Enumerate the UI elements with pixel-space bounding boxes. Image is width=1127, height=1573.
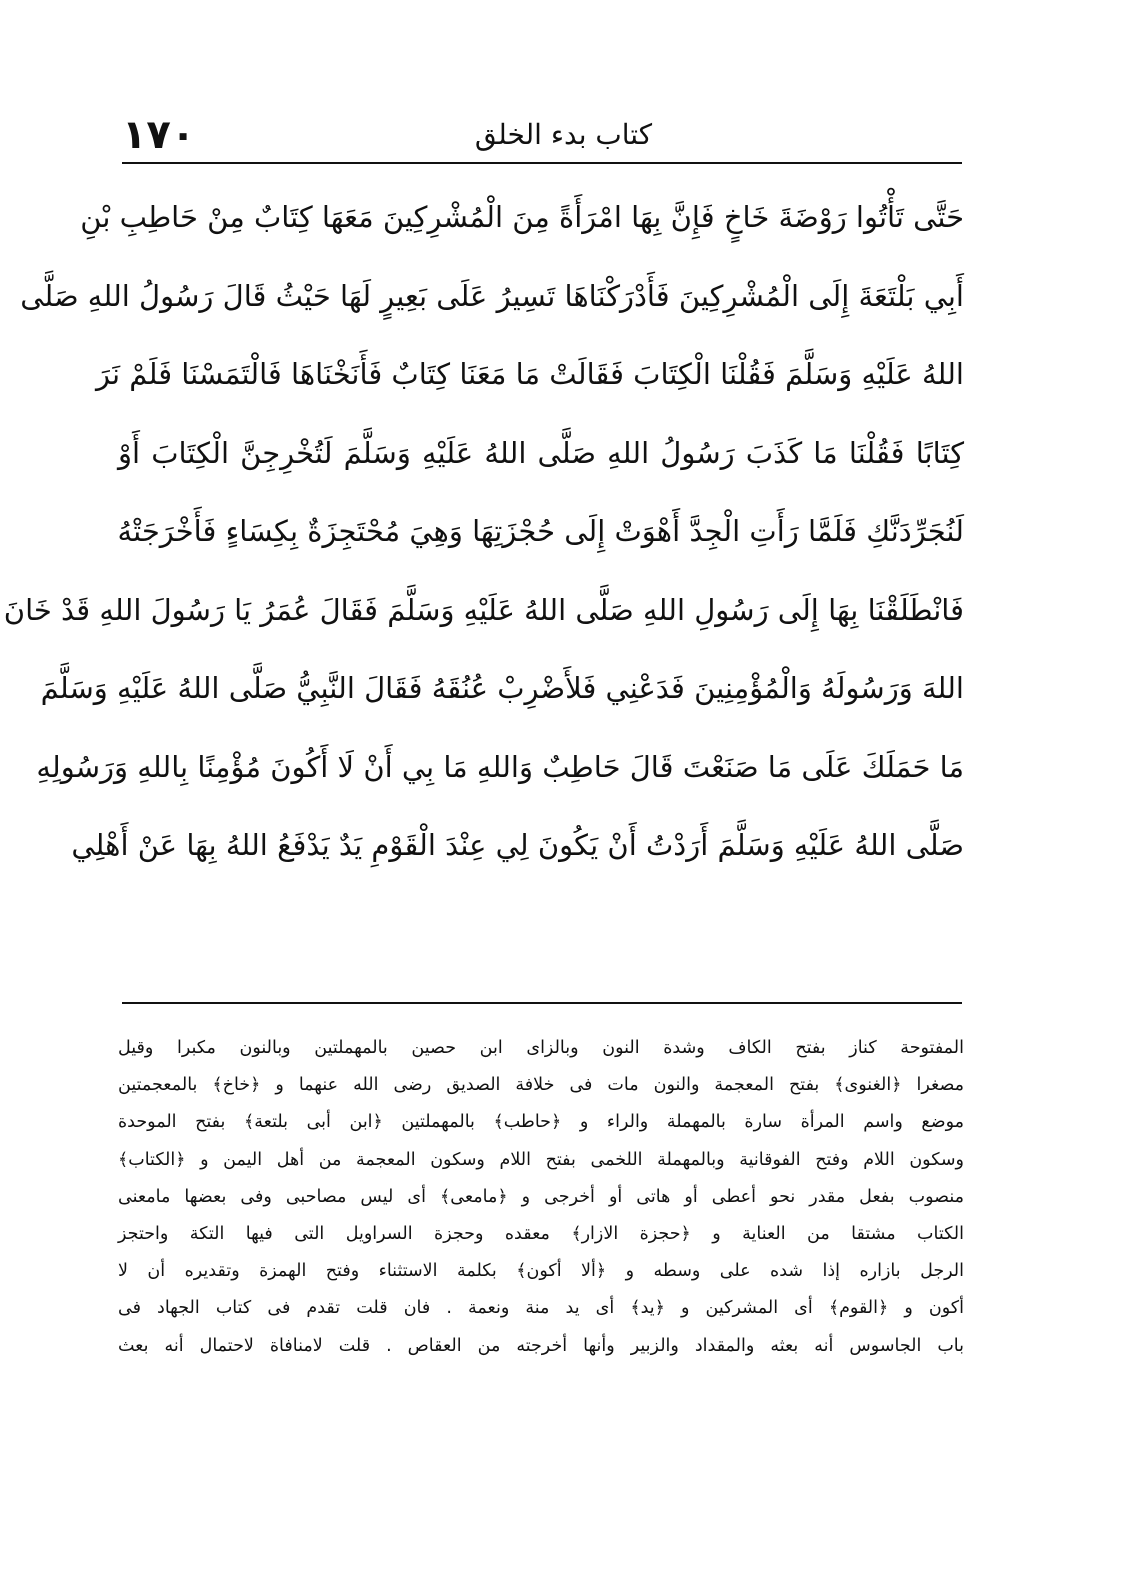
page-number: ١٧٠ [122, 112, 196, 158]
note-line: مصغرا ﴿الغنوى﴾ بفتح المعجمة والنون مات فى خلافة الصديق رضى الله عنهما و ﴿خاخ﴾ بالمعجمتين [118, 1075, 964, 1096]
note-line: وسكون اللام وفتح الفوقانية وبالمهملة اللخمى بفتح اللام وسكون المعجمة من أهل اليمن و ﴿الكتاب﴾ [118, 1149, 964, 1170]
main-text-line: لَنُجَرِّدَنَّكِ فَلَمَّا رَأَتِ الْجِدَّ أَهْوَتْ إِلَى حُجْزَتِهَا وَهِيَ مُحْتَجِزَةٌ بِكِسَاءٍ فَأَخْرَجَتْهُ [117, 514, 964, 548]
running-title: كتاب بدء الخلق [474, 118, 653, 151]
note-line: الرجل بازاره إذا شده على وسطه و ﴿ألا أكون﴾ بكلمة الاستثناء وفتح الهمزة وتقديره أن لا [118, 1261, 964, 1282]
note-line: موضع واسم المرأة سارة بالمهملة والراء و ﴿حاطب﴾ بالمهملتين ﴿ابن أبى بلتعة﴾ بفتح الموحدة [118, 1112, 964, 1133]
commentary-notes [118, 1030, 964, 1365]
main-text-line: صَلَّى اللهُ عَلَيْهِ وَسَلَّمَ أَرَدْتُ أَنْ يَكُونَ لِي عِنْدَ الْقَوْمِ يَدٌ يَدْفَعُ اللهُ بِهَا عَنْ أَهْلِي [71, 828, 964, 862]
note-line: باب الجاسوس أنه بعثه والمقداد والزبير وأنها أخرجته من العقاص . قلت لامنافاة لاحتمال أنه بعث [118, 1335, 964, 1356]
note-line: أكون و ﴿القوم﴾ أى المشركين و ﴿يد﴾ أى يد منة ونعمة . فان قلت تقدم فى كتاب الجهاد فى [118, 1298, 964, 1319]
note-line: الكتاب مشتقا من العناية و ﴿حجزة الازار﴾ معقده وحجزة السراويل التى فيها التكة واحتجز [118, 1223, 964, 1244]
header-rule [122, 162, 962, 164]
main-text-line: حَتَّى تَأْتُوا رَوْضَةَ خَاخٍ فَإِنَّ بِهَا امْرَأَةً مِنَ الْمُشْرِكِينَ مَعَهَا كِتَابٌ مِنْ حَاطِبِ بْنِ [80, 200, 964, 234]
main-text-line: مَا حَمَلَكَ عَلَى مَا صَنَعْتَ قَالَ حَاطِبٌ وَاللهِ مَا بِي أَنْ لَا أَكُونَ مُؤْمِنًا بِاللهِ وَرَسُولِهِ [36, 749, 964, 784]
main-text-line: اللهُ عَلَيْهِ وَسَلَّمَ فَقُلْنَا الْكِتَابَ فَقَالَتْ مَا مَعَنَا كِتَابٌ فَأَنَخْنَاهَا فَالْتَمَسْنَا فَلَمْ نَرَ [96, 357, 964, 391]
note-line: المفتوحة كناز بفتح الكاف وشدة النون وبالزاى ابن حصين بالمهملتين وبالنون مكبرا وقيل [118, 1038, 964, 1058]
note-line: منصوب بفعل مقدر نحو أعطى أو هاتى أو أخرجى و ﴿مامعى﴾ أى ليس مصاحبى وفى بعضها مامعنى [118, 1186, 964, 1207]
main-text-line: كِتَابًا فَقُلْنَا مَا كَذَبَ رَسُولُ اللهِ صَلَّى اللهُ عَلَيْهِ وَسَلَّمَ لَتُخْرِجِنَّ الْكِتَابَ أَوْ [118, 435, 964, 470]
main-text-line: فَانْطَلَقْنَا بِهَا إِلَى رَسُولِ اللهِ صَلَّى اللهُ عَلَيْهِ وَسَلَّمَ فَقَالَ عُمَرُ يَا رَسُولَ اللهِ قَدْ خَانَ [3, 592, 964, 627]
main-text [3, 178, 964, 885]
main-text-line: اللهَ وَرَسُولَهُ وَالْمُؤْمِنِينَ فَدَعْنِي فَلأَضْرِبْ عُنُقَهُ فَقَالَ النَّبِيُّ صَلَّى اللهُ عَلَيْهِ وَسَلَّمَ [40, 671, 964, 705]
footnote-divider [122, 1002, 962, 1004]
main-text-line: أَبِي بَلْتَعَةَ إِلَى الْمُشْرِكِينَ فَأَدْرَكْنَاهَا تَسِيرُ عَلَى بَعِيرٍ لَهَا حَيْثُ قَالَ رَسُولُ اللهِ صَلَّى [20, 278, 964, 313]
